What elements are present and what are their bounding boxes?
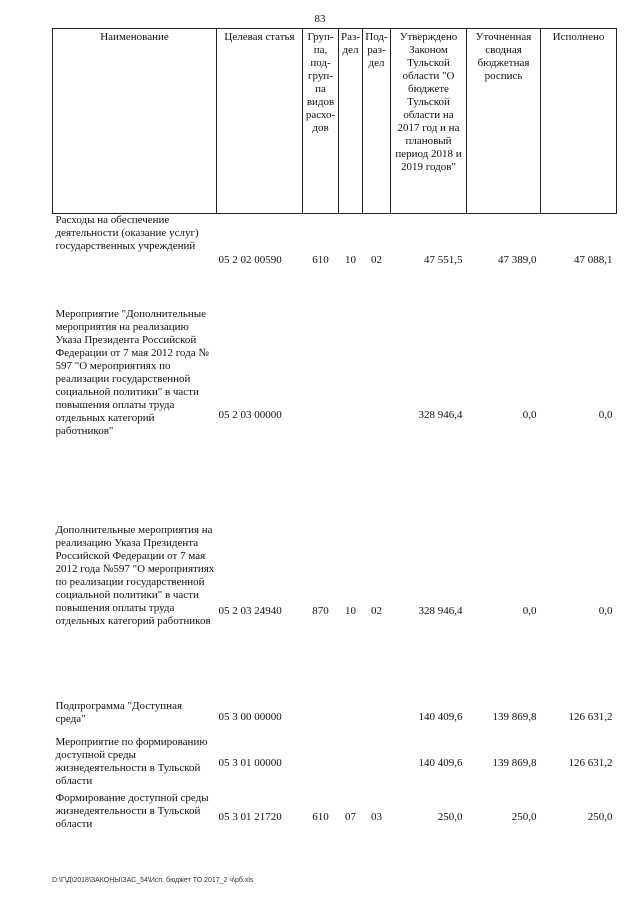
row-name: Расходы на обеспечение деятельности (оказание услуг) государственных учреждений [55,214,199,252]
row-subsection [363,308,391,524]
row-group: 610 [312,254,329,267]
row-group [303,308,339,524]
row-revised: 250,0 [511,811,537,823]
row-subsection [363,700,391,736]
row-subsection: 02 [371,605,382,617]
row-subsection: 02 [371,254,382,267]
row-revised: 139 869,8 [492,711,537,723]
row-section [339,308,363,524]
header-approved: Утверждено Законом Тульской области "О бюджете Тульской области на 2017 год и на плановый период 2018 и 2019 годов" [391,29,467,214]
row-executed: 0,0 [598,409,613,421]
row-group: 870 [312,605,329,617]
header-executed: Исполнено [541,29,617,214]
header-name: Наименование [53,29,217,214]
row-name: Мероприятие "Дополнительные мероприятия на реализацию Указа Президента Российской Федерации от 7 мая 2012 года № 597 "О мероприятиях по реализации государственной социальной политики" в части повышения оплаты труда отдельных категорий работников" [55,307,209,437]
row-executed: 126 631,2 [568,711,613,723]
row-name: Мероприятие по формированию доступной среды жизнедеятельности в Тульской области [55,735,208,787]
row-revised: 0,0 [522,605,537,617]
row-executed: 126 631,2 [568,757,613,769]
row-approved: 140 409,6 [418,711,463,723]
row-executed: 0,0 [598,605,613,617]
row-revised: 0,0 [522,409,537,421]
row-approved: 140 409,6 [418,757,463,769]
row-revised: 139 869,8 [492,757,537,769]
row-section: 07 [345,811,356,823]
table-row [53,524,617,700]
page-number: 83 [314,13,326,25]
budget-table [52,28,617,844]
row-section [339,700,363,736]
file-path-footer: D:\Г\Д\2018\ЗАКОНЫ\ЗАС_54\Исп. бюджет ТО 2017_2 ч\рб.xls [52,877,254,884]
header-section: Раз-дел [339,29,363,214]
table-row [53,792,617,844]
row-approved: 328 946,4 [418,409,463,421]
row-approved: 250,0 [437,811,463,823]
row-code: 05 2 02 00590 [218,254,282,267]
row-group: 610 [312,811,329,823]
row-executed: 250,0 [587,811,613,823]
header-target: Целевая статья [217,29,303,214]
row-code: 05 3 01 00000 [218,757,282,769]
row-group [303,736,339,792]
table-row [53,308,617,524]
table-header-row [53,29,617,214]
header-subsection: Под-раз-дел [363,29,391,214]
table-row [53,700,617,736]
row-subsection: 03 [371,811,382,823]
table-row [53,736,617,792]
row-executed: 47 088,1 [574,254,613,267]
row-section [339,736,363,792]
row-section: 10 [345,254,356,267]
row-name: Формирование доступной среды жизнедеятельности в Тульской области [55,791,209,830]
row-revised: 47 389,0 [498,254,537,267]
header-revised: Уточненная сводная бюджетная роспись [467,29,541,214]
row-name: Дополнительные мероприятия на реализацию Указа Президента Российской Федерации от 7 мая 2012 года №597 "О мероприятиях по реализации государственной социальной политики" в части повышения оплаты труда отдельных категорий работников [55,523,215,627]
table-row [53,214,617,308]
row-code: 05 3 01 21720 [218,811,282,823]
row-approved: 328 946,4 [418,605,463,617]
row-approved: 47 551,5 [424,254,463,267]
row-code: 05 2 03 24940 [218,605,282,617]
row-group [303,700,339,736]
header-group: Груп-па, под-груп-па видов расхо-дов [303,29,339,214]
row-name: Подпрограмма "Доступная среда" [55,699,183,725]
row-subsection [363,736,391,792]
row-code: 05 2 03 00000 [218,409,282,421]
row-section: 10 [345,605,356,617]
row-code: 05 3 00 00000 [218,711,282,723]
